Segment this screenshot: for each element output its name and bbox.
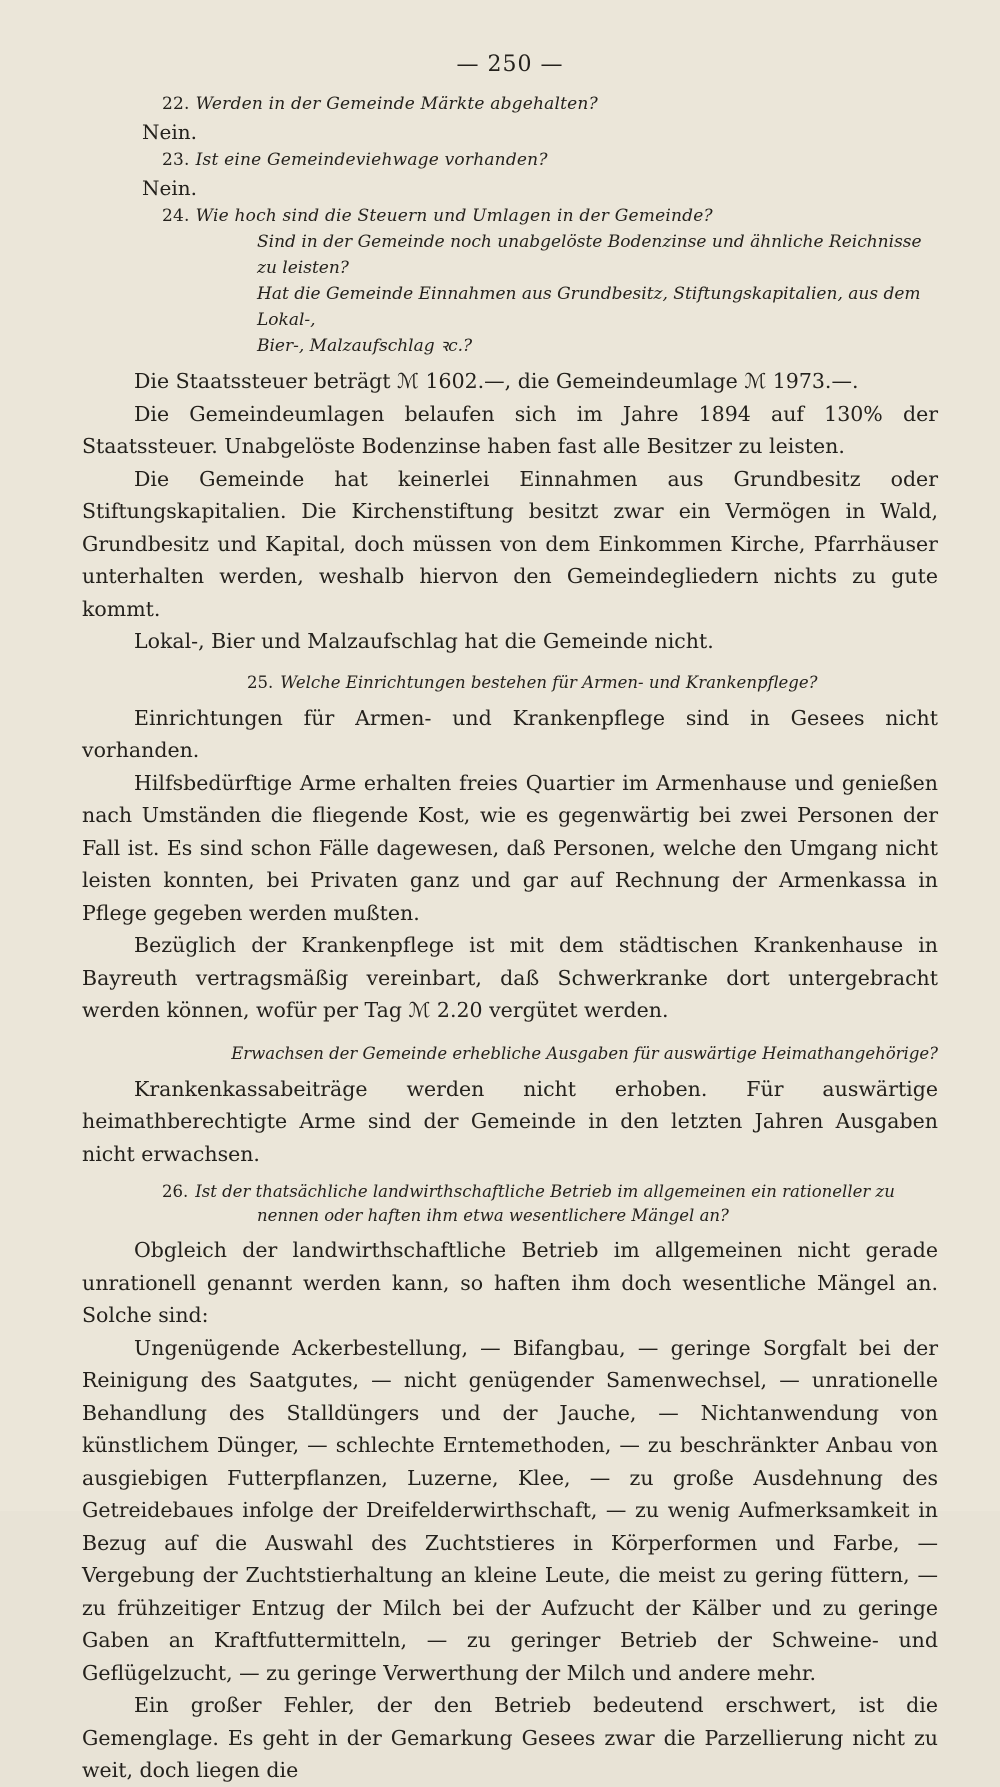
question-25 [82, 670, 938, 696]
answer-26-paragraph: Obgleich der landwirthschaftliche Betrieb im allgemeinen nicht gerade unrationell genannt werden kann, so haften ihm doch wesentliche Mängel an. Solche sind: [82, 1238, 938, 1327]
question-text: Ist eine Gemeindeviehwage vorhanden? [195, 150, 548, 170]
question-text: Ist der thatsächliche landwirthschaftliche Betrieb im allgemeinen ein rationeller zu [195, 1182, 895, 1201]
question-text: Werden in der Gemeinde Märkte abgehalten? [195, 94, 598, 114]
answer-23: Nein. [142, 176, 197, 200]
question-22 [82, 91, 938, 117]
question-number: 22. [162, 94, 190, 114]
question-24-line-4 [82, 333, 938, 359]
question-26-line-1 [162, 1180, 938, 1204]
question-number: 23. [162, 150, 190, 170]
answer-25-paragraph: Hilfsbedürftige Arme erhalten freies Quartier im Armenhause und genießen nach Umständen die fliegende Kost, wie es gegenwärtig bei zwei Personen der Fall ist. Es sind schon Fälle dagewesen, daß Personen, welche den Umgang nicht leisten konnten, bei Privaten ganz und gar auf Rechnung der Armenkassa in Pflege gegeben werden mußten. [82, 770, 938, 925]
question-24-line-3: Hat die Gemeinde Einnahmen aus Grundbesitz, Stiftungskapitalien, aus dem Lokal-, [257, 284, 921, 330]
answer-24-paragraph: Lokal-, Bier und Malzaufschlag hat die Gemeinde nicht. [134, 629, 714, 653]
answer-25-sub-paragraph: Krankenkassabeiträge werden nicht erhoben. Für auswärtige heimathberechtigte Arme sind der Gemeinde in den letzten Jahren Ausgaben nicht erwachsen. [82, 1076, 938, 1166]
question-number: 26. [162, 1182, 189, 1201]
answer-22: Nein. [142, 120, 197, 144]
page-number: — 250 — [456, 52, 564, 77]
question-text: Wie hoch sind die Steuern und Umlagen in der Gemeinde? [195, 206, 713, 226]
answer-24-paragraph: Die Gemeindeumlagen belaufen sich im Jahre 1894 auf 130% der Staatssteuer. Unabgelöste Bodenzinse haben fast alle Besitzer zu leisten. [82, 401, 938, 458]
question-text: Welche Einrichtungen bestehen für Armen- und Krankenpflege? [280, 672, 818, 692]
question-23 [82, 147, 938, 173]
question-number: 24. [162, 206, 190, 226]
question-24-line-2: Sind in der Gemeinde noch unabgelöste Bodenzinse und ähnliche Reichnisse zu leisten? [257, 232, 922, 278]
answer-24-paragraph: Die Staatssteuer beträgt ℳ 1602.—, die Gemeindeumlage ℳ 1973.—. [134, 369, 859, 393]
answer-25-paragraph: Einrichtungen für Armen- und Krankenpflege sind in Gesees nicht vorhanden. [82, 705, 938, 762]
question-26 [82, 1180, 938, 1228]
answer-26-paragraph: Ein großer Fehler, der den Betrieb bedeutend erschwert, ist die Gemenglage. Es geht in der Gemarkung Gesees zwar die Parzellierung nicht zu weit, doch liegen die [82, 1693, 938, 1782]
question-25-sub: Erwachsen der Gemeinde erhebliche Ausgaben für auswärtige Heimathangehörige? [231, 1043, 938, 1063]
question-24-line-4-text: Bier-, Malzaufschlag ꝛc.? [257, 336, 473, 356]
answer-26-paragraph: Ungenügende Ackerbestellung, — Bifangbau, — geringe Sorgfalt bei der Reinigung des Saatgutes, — nicht genügender Samenwechsel, — unrationelle Behandlung des Stalldüngers und der Jauche, — Nichtanwendung von künstlichem Dünger, — schlechte Erntemethoden, — zu beschränkter Anbau von ausgiebigen Futterpflanzen, Luzerne, Klee, — zu große Ausdehnung des Getreidebaues infolge der Dreifelderwirthschaft, — zu wenig Aufmerksamkeit in Bezug auf die Auswahl des Zuchtstieres in Körperformen und Farbe, — Vergebung der Zuchtstierhaltung an kleine Leute, die meist zu gering füttern, — zu frühzeitiger Entzug der Milch bei der Aufzucht der Kälber und zu geringe Gaben an Kraftfuttermitteln, — zu geringer Betrieb der Schweine- und Geflügelzucht, — zu geringe Verwerthung der Milch und andere mehr. [82, 1335, 938, 1685]
question-26-line-2: nennen oder haften ihm etwa wesentlichere Mängel an? [257, 1206, 729, 1225]
question-24 [82, 203, 938, 229]
answer-24-paragraph: Die Gemeinde hat keinerlei Einnahmen aus Grundbesitz oder Stiftungskapitalien. Die Kirchenstiftung besitzt zwar ein Vermögen in Wald, Grundbesitz und Kapital, doch müssen von dem Einkommen Kirche, Pfarrhäuser unterhalten werden, weshalb hiervon den Gemeindegliedern nichts zu gute kommt. [82, 466, 938, 621]
answer-25-paragraph: Bezüglich der Krankenpflege ist mit dem städtischen Krankenhause in Bayreuth vertragsmäßig vereinbart, daß Schwerkranke dort untergebracht werden können, wofür per Tag ℳ 2.20 vergütet werden. [82, 933, 938, 1022]
question-number: 25. [247, 672, 274, 692]
